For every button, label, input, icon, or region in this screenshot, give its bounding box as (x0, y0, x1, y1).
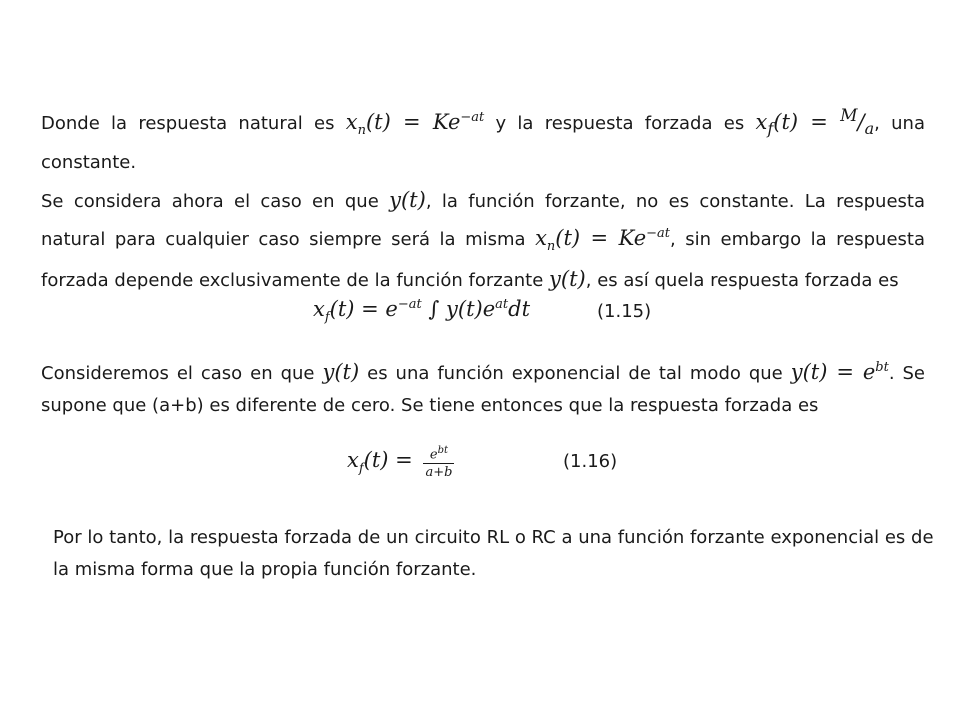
text: , la función forzante, no es constante. La respuesta natural para cualquier caso siempre será la misma (41, 191, 925, 250)
math-sup: −at (460, 110, 485, 125)
math-yt-exp (791, 360, 889, 384)
text: Donde la respuesta natural es (41, 113, 335, 134)
math-expr: y(t) = e (790, 360, 876, 384)
math-sub: f (324, 310, 330, 326)
math-expr: (t) = Ke (555, 226, 647, 250)
math-xn (535, 226, 671, 255)
equation-1-15 (313, 297, 530, 325)
math-var: x (345, 110, 358, 134)
math-sub: f (358, 461, 364, 477)
math-yt: y(t) (549, 267, 586, 292)
math-yt: y(t) (322, 360, 360, 384)
math-expr: (t) = Ke (365, 110, 461, 134)
fraction-numerator (423, 442, 454, 464)
text: y la respuesta forzada es (495, 113, 745, 134)
text: Se considera ahora el caso en que (41, 191, 379, 212)
math-var: x (313, 297, 325, 321)
math-expr: dt (508, 297, 531, 321)
math-xf: $x_f(t) = ^M/_a$ (755, 106, 875, 139)
text: , sin embargo la respuesta forzada depende exclusivamente de la función forzante (41, 229, 925, 292)
math-sup: −at (646, 226, 671, 241)
math-numerator: M (840, 106, 858, 126)
text: es una función exponencial de tal modo que (367, 363, 783, 384)
text: , una constante. (41, 113, 925, 174)
math-sub: f (767, 119, 774, 139)
math-xn (345, 110, 485, 139)
paragraph-forcing-function (41, 184, 925, 297)
math-expr: (t) = (773, 110, 841, 134)
math-var: x (347, 448, 359, 473)
paragraph-natural-response (41, 100, 925, 179)
math-sup: bt (875, 360, 889, 375)
math-denominator: a (864, 119, 875, 139)
math-sup: −at (397, 297, 422, 312)
math-expr: e (429, 447, 438, 463)
math-sup: bt (437, 445, 448, 456)
math-var: x (755, 110, 768, 134)
paragraph-conclusion: Por lo tanto, la respuesta forzada de un circuito RL o RC a una función forzante exponencial es de la misma forma que la propia función forzante. (53, 527, 934, 580)
paragraph-exponential-case (41, 352, 925, 422)
math-sup: at (495, 297, 509, 312)
math-sub: n (546, 239, 556, 255)
equation-number: (1.16) (563, 451, 618, 472)
equation-1-16 (347, 442, 454, 481)
text: . Se supone que (a+b) es diferente de cero. Se tiene entonces que la respuesta forzada es (41, 363, 925, 416)
math-expr: (t) = (363, 448, 413, 473)
fraction-denominator: a+b (425, 465, 453, 481)
text: Consideremos el caso en que (41, 363, 315, 384)
math-expr: (t) = e (329, 297, 398, 321)
math-var: x (535, 226, 547, 250)
math-yt: y(t) (389, 188, 426, 212)
math-fraction (423, 442, 454, 481)
text: , es así quela respuesta forzada es (585, 270, 899, 292)
equation-number: (1.15) (597, 301, 652, 322)
math-integral: ∫ y(t)e (428, 297, 496, 321)
math-sub: n (357, 123, 366, 139)
